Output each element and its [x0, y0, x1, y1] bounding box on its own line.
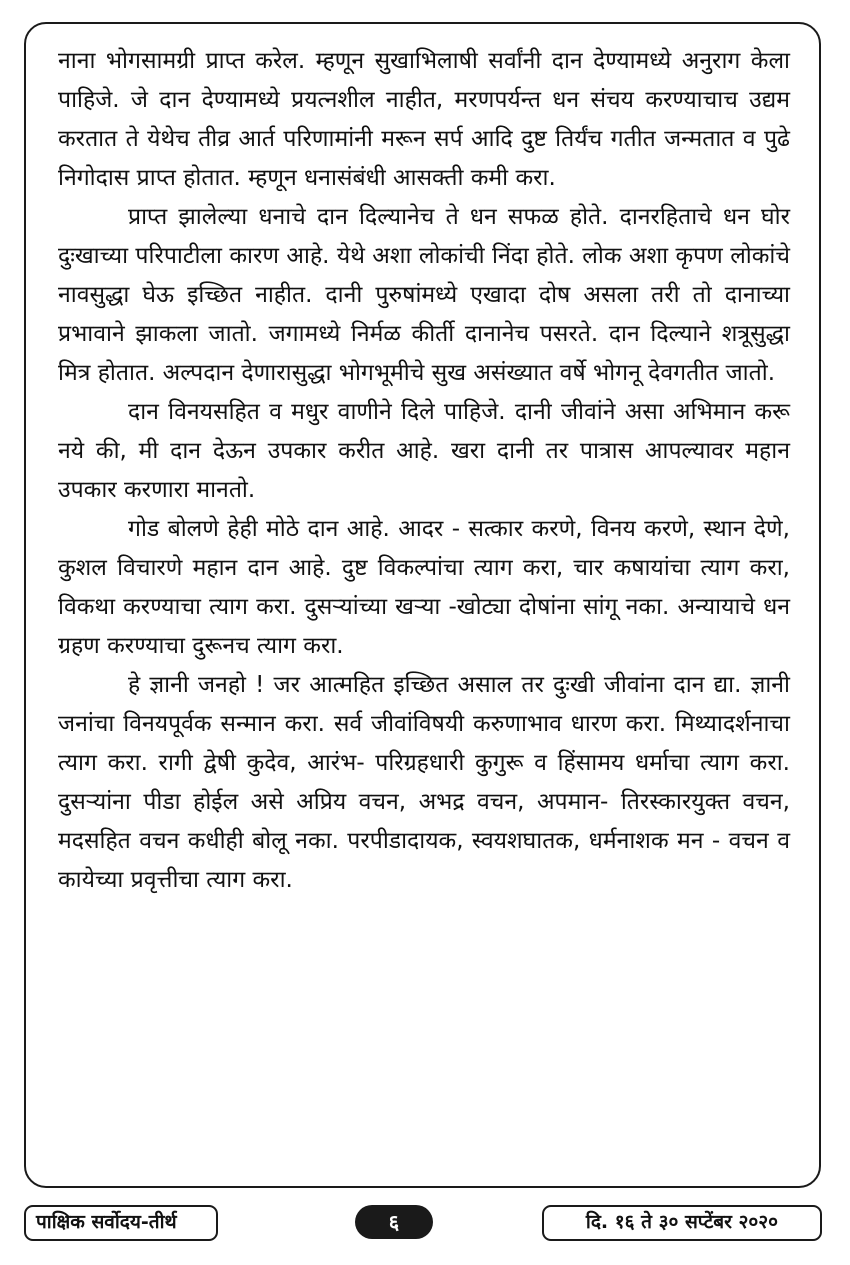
page-number: ६ — [355, 1205, 433, 1239]
paragraph-5: हे ज्ञानी जनहो ! जर आत्महित इच्छित असाल तर दुःखी जीवांना दान द्या. ज्ञानी जनांचा विनयपूर्वक सन्मान करा. सर्व जीवांविषयी करुणाभाव धारण करा. मिथ्यादर्शनाचा त्याग करा. रागी द्वेषी कुदेव, आरंभ- परिग्रहधारी कुगुरू व हिंसामय धर्माचा त्याग करा. दुसऱ्यांना पीडा होईल असे अप्रिय वचन, अभद्र वचन, अपमान- तिरस्कारयुक्त वचन, मदसहित वचन कधीही बोलू नका. परपीडादायक, स्वयशघातक, धर्मनाशक मन - वचन व कायेच्या प्रवृत्तीचा त्याग करा. — [58, 672, 790, 893]
paragraph-4: गोड बोलणे हेही मोठे दान आहे. आदर - सत्कार करणे, विनय करणे, स्थान देणे, कुशल विचारणे महान दान आहे. दुष्ट विकल्पांचा त्याग करा, चार कषायांचा त्याग करा, विकथा करण्याचा त्याग करा. दुसऱ्यांच्या खऱ्या -खोट्या दोषांना सांगू नका. अन्यायाचे धन ग्रहण करण्याचा दुरूनच त्याग करा. — [58, 516, 790, 659]
paragraph-2: प्राप्त झालेल्या धनाचे दान दिल्यानेच ते धन सफळ होते. दानरहिताचे धन घोर दुःखाच्या परिपाटीला कारण आहे. येथे अशा लोकांची निंदा होते. लोक अशा कृपण लोकांचे नावसुद्धा घेऊ इच्छित नाहीत. दानी पुरुषांमध्ये एखादा दोष असला तरी तो दानाच्या प्रभावाने झाकला जातो. जगामध्ये निर्मळ कीर्ती दानानेच पसरते. दान दिल्याने शत्रूसुद्धा मित्र होतात. अल्पदान देणारासुद्धा भोगभूमीचे सुख असंख्यात वर्षे भोगनू देवगतीत जातो. — [58, 204, 790, 386]
paragraph-1: नाना भोगसामग्री प्राप्त करेल. म्हणून सुखाभिलाषी सर्वांनी दान देण्यामध्ये अनुराग केला पाहिजे. जे दान देण्यामध्ये प्रयत्नशील नाहीत, मरणपर्यन्त धन संचय करण्याचाच उद्यम करतात ते येथेच तीव्र आर्त परिणामांनी मरून सर्प आदि दुष्ट तिर्यंच गतीत जन्मतात व पुढे निगोदास प्राप्त होतात. म्हणून धनासंबंधी आसक्ती कमी करा. — [58, 48, 790, 191]
article-body — [58, 42, 790, 900]
paragraph-3: दान विनयसहित व मधुर वाणीने दिले पाहिजे. दानी जीवांने असा अभिमान करू नये की, मी दान देऊन उपकार करीत आहे. खरा दानी तर पात्रास आपल्यावर महान उपकार करणारा मानतो. — [58, 399, 790, 503]
issue-date: दि. १६ ते ३० सप्टेंबर २०२० — [542, 1205, 822, 1241]
publication-name: पाक्षिक सर्वोदय-तीर्थ — [24, 1205, 218, 1241]
content-frame — [24, 22, 821, 1188]
